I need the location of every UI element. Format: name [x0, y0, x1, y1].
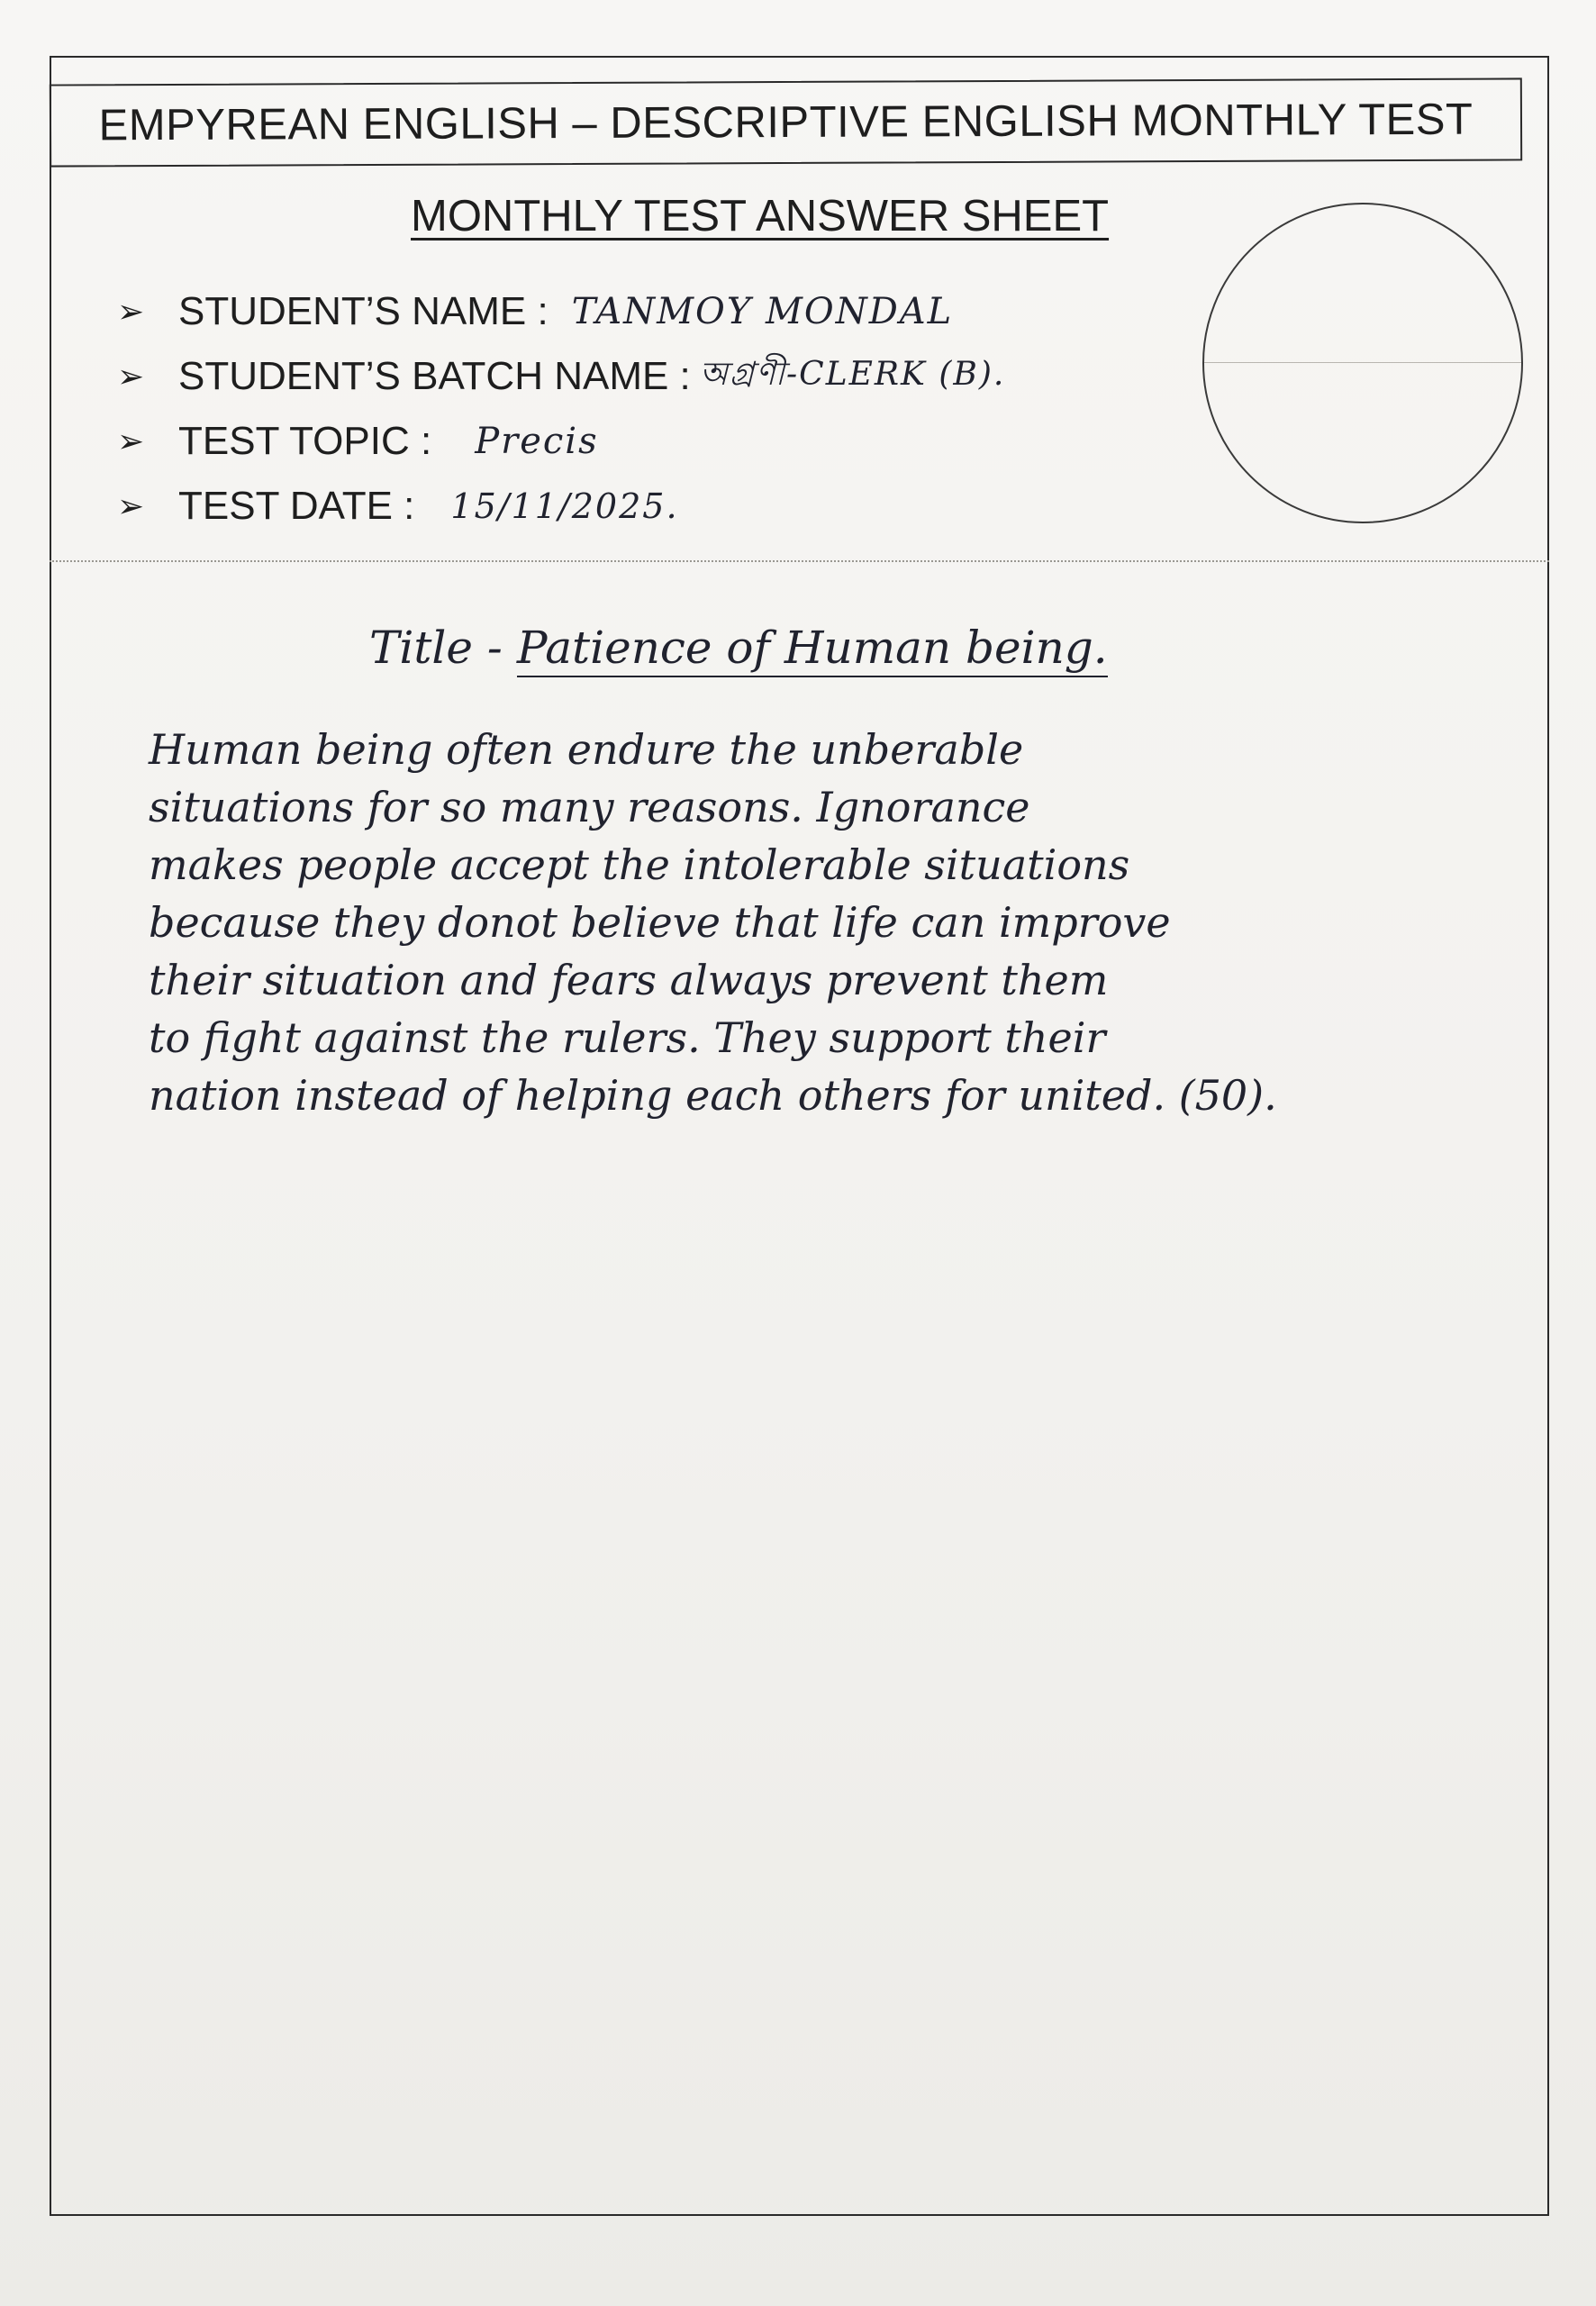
photo-circle [1202, 203, 1523, 523]
bullet-arrow-icon: ➢ [117, 358, 145, 395]
student-details [117, 279, 1005, 539]
batch-name-value: অগ্রণী-CLERK (B). [699, 356, 1006, 393]
batch-name-label: STUDENT’S BATCH NAME : [178, 354, 691, 398]
answer-body [149, 721, 1500, 1124]
circle-midline [1204, 362, 1521, 363]
header-title-box [50, 77, 1522, 167]
student-name-row [117, 279, 1005, 344]
answer-line: Human being often endure the unberable [149, 725, 1024, 774]
test-date-label: TEST DATE : [178, 484, 415, 528]
answer-title [369, 622, 1108, 677]
bullet-arrow-icon: ➢ [117, 422, 145, 459]
bullet-arrow-icon: ➢ [117, 487, 145, 524]
test-date-value: 15/11/2025. [450, 486, 679, 526]
sheet-subtitle: MONTHLY TEST ANSWER SHEET [411, 192, 1110, 241]
test-date-row [117, 474, 1005, 539]
answer-title-label: Title - [369, 622, 503, 674]
test-topic-label: TEST TOPIC : [178, 419, 432, 463]
bullet-arrow-icon: ➢ [117, 293, 145, 330]
answer-line: their situation and fears always prevent them [149, 956, 1109, 1004]
answer-line: to fight against the rulers. They support their [149, 1013, 1106, 1062]
test-topic-row [117, 409, 1005, 474]
test-topic-value: Precis [475, 421, 599, 462]
batch-name-row [117, 344, 1005, 409]
student-name-label: STUDENT’S NAME : [178, 289, 549, 333]
answer-line: situations for so many reasons. Ignorance [149, 783, 1030, 831]
answer-title-value: Patience of Human being. [517, 622, 1108, 677]
answer-line: nation instead of helping each others for united. (50). [149, 1071, 1277, 1120]
header-title: EMPYREAN ENGLISH – DESCRIPTIVE ENGLISH MONTHLY TEST [98, 95, 1474, 150]
student-name-value: TANMOY MONDAL [571, 291, 954, 332]
answer-line: because they donot believe that life can improve [149, 898, 1171, 947]
answer-line: makes people accept the intolerable situations [149, 840, 1130, 889]
section-divider [50, 560, 1549, 562]
